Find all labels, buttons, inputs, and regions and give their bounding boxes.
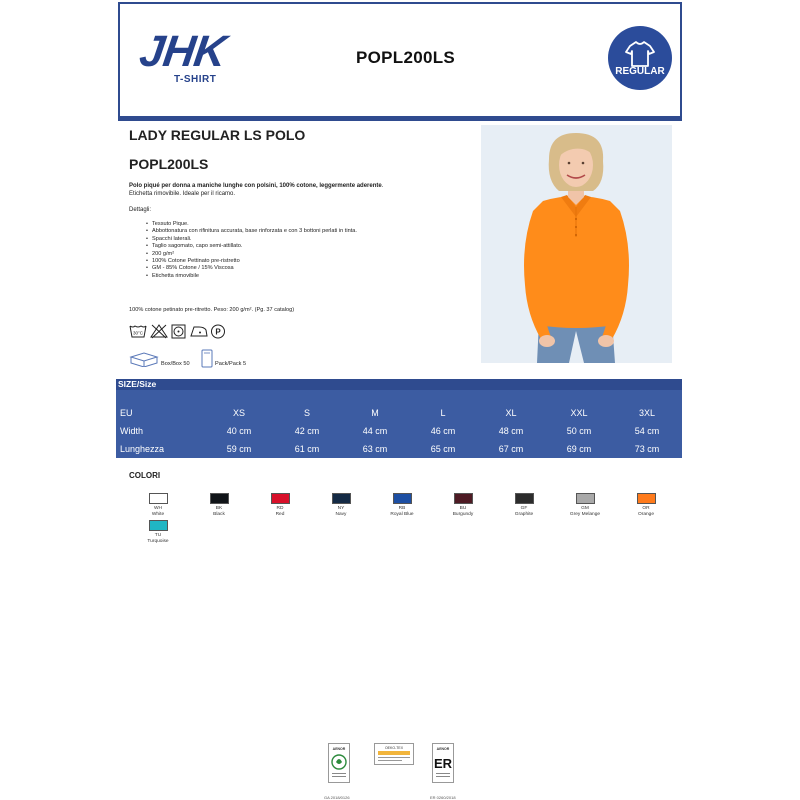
size-row-label: Lunghezza (120, 444, 165, 454)
color-swatch-tu (138, 520, 178, 545)
pack-label: Pack/Pack 5 (215, 361, 247, 367)
colors-heading: COLORI (129, 471, 161, 480)
aenor-environment-logo (329, 744, 349, 782)
aenor-er-cert (432, 743, 454, 783)
cert-middle-text: OEKO-TEX (384, 746, 404, 750)
swatch-code: BK (215, 506, 223, 511)
size-cell: S (303, 408, 310, 418)
size-cell: 50 cm (566, 426, 592, 436)
swatch-code: NY (337, 506, 345, 511)
detail-item: • Taglio sagomato, capo semi-attillato. (152, 243, 357, 250)
aenor-env-cert (328, 743, 350, 783)
svg-text:ER: ER (433, 756, 453, 771)
tshirt-icon (608, 26, 672, 90)
swatch-code: RD (276, 506, 284, 511)
swatch-code: GM (581, 506, 589, 511)
detail-item: • Abbottonatura con rifinitura accurata, base rinforzata e con 3 bottoni perlati in tinta. (152, 228, 357, 235)
swatch-chip (637, 493, 656, 504)
detail-item: • 100% Cotone Pettinato pre-ristretto (152, 258, 357, 265)
swatch-name: Graphite (514, 512, 534, 517)
wash-temp-text: 30°C (132, 330, 144, 336)
swatch-chip (576, 493, 595, 504)
dry-clean-p-icon (210, 323, 226, 339)
size-cell: 46 cm (430, 426, 456, 436)
color-swatch-gf (504, 493, 544, 518)
page-header (118, 2, 682, 118)
size-cell: 42 cm (294, 426, 320, 436)
box-icon (129, 351, 159, 367)
detail-item: • Spacchi laterali. (152, 236, 357, 243)
details-label: Dettagli: (129, 207, 152, 213)
swatch-name: Turquoise (147, 539, 169, 544)
color-swatch-gm (565, 493, 605, 518)
tumble-dry-low-icon (171, 323, 187, 339)
color-swatch-bu (443, 493, 483, 518)
product-title: LADY REGULAR LS POLO (129, 127, 306, 143)
composition-note: 100% cotone petinato pre-ritretto. Peso: 200 g/m². (Pg. 37 catalog) (129, 307, 295, 313)
fit-badge (608, 26, 672, 90)
swatch-name: Royal Blue (390, 512, 414, 517)
color-swatch-ny (321, 493, 361, 518)
aenor-er-logo (433, 744, 453, 782)
jhk-logo (136, 27, 240, 90)
svg-text:P: P (215, 327, 221, 337)
box-label: Box/Box 50 (161, 361, 190, 367)
swatch-code: RB (398, 506, 406, 511)
cert-caption-right: ER 0260/2018 (430, 795, 456, 800)
swatch-name: Navy (335, 512, 347, 517)
size-cell: 67 cm (498, 444, 524, 454)
swatch-chip (149, 520, 168, 531)
swatch-name: Burgundy (452, 512, 474, 517)
header-divider (118, 118, 682, 121)
size-cell: L (440, 408, 446, 418)
size-cell: M (371, 408, 379, 418)
color-swatch-bk (199, 493, 239, 518)
swatch-chip (210, 493, 229, 504)
swatch-code: TU (154, 533, 162, 538)
logo-subtitle: T-SHIRT (174, 74, 217, 85)
size-cell: XXL (570, 408, 588, 418)
size-row-width (116, 422, 682, 440)
swatch-chip (454, 493, 473, 504)
oeko-tex-cert (374, 743, 414, 765)
swatch-chip (393, 493, 412, 504)
swatch-name: Orange (638, 512, 654, 517)
no-bleach-icon (150, 323, 168, 339)
swatch-name: Red (275, 512, 285, 517)
cert-caption-left: GA 2018/0126 (324, 795, 350, 800)
cert-org-text: AENOR (332, 747, 346, 751)
size-cell: 44 cm (362, 426, 388, 436)
pack-icon (201, 349, 213, 368)
swatch-name: White (151, 512, 165, 517)
size-row-length (116, 440, 682, 458)
swatch-code: BU (459, 506, 467, 511)
swatch-name: Black (213, 512, 225, 517)
details-list (152, 221, 357, 280)
size-cell: 63 cm (362, 444, 388, 454)
size-cell: 61 cm (294, 444, 320, 454)
size-cell: 3XL (638, 408, 655, 418)
size-cell: XL (505, 408, 517, 418)
color-swatch-rb (382, 493, 422, 518)
oeko-tex-logo (375, 744, 413, 764)
size-table (116, 379, 682, 458)
model-illustration (481, 125, 672, 363)
size-cell: XS (232, 408, 245, 418)
detail-item: • Tessuto Pique. (152, 221, 357, 228)
size-cell: 54 cm (634, 426, 660, 436)
size-cell: 69 cm (566, 444, 592, 454)
size-row-eu (116, 404, 682, 422)
swatch-chip (149, 493, 168, 504)
color-swatch-wh (138, 493, 178, 518)
size-row-label: Width (120, 426, 144, 436)
size-cell: 59 cm (226, 444, 252, 454)
swatch-chip (332, 493, 351, 504)
swatch-chip (515, 493, 534, 504)
size-cell: 40 cm (226, 426, 252, 436)
size-cell: 48 cm (498, 426, 524, 436)
size-row-label: EU (120, 408, 133, 418)
logo-wordmark: JHK (136, 27, 229, 76)
product-description (129, 182, 389, 198)
cert-org-text: AENOR (436, 747, 450, 751)
product-code: POPL200LS (129, 156, 209, 172)
size-cell: 65 cm (430, 444, 456, 454)
color-swatch-rd (260, 493, 300, 518)
size-cell: 73 cm (634, 444, 660, 454)
swatch-name: Grey Melange (569, 512, 601, 517)
size-table-heading: SIZE/Size (116, 379, 682, 390)
swatch-code: OR (642, 506, 650, 511)
swatch-code: GF (520, 506, 528, 511)
detail-item: • GM - 85% Cotone / 15% Viscosa (152, 265, 357, 272)
iron-low-icon (190, 323, 208, 339)
header-product-code: POPL200LS (356, 48, 456, 67)
swatch-code: WH (154, 506, 162, 511)
wash-30-icon (129, 323, 147, 339)
description-rest: . Etichetta rimovibile. Ideale per il ricamo. (129, 183, 384, 197)
color-swatch-or (626, 493, 666, 518)
description-bold: Polo piqué per donna a maniche lunghe con polsini, 100% cotone, leggermente aderente (129, 183, 382, 189)
detail-item: • 200 g/m² (152, 251, 357, 258)
detail-item: • Etichetta rimovibile (152, 273, 357, 280)
product-photo (481, 125, 672, 363)
fit-badge-label: REGULAR (615, 66, 665, 77)
swatch-chip (271, 493, 290, 504)
packaging-info (129, 349, 289, 369)
